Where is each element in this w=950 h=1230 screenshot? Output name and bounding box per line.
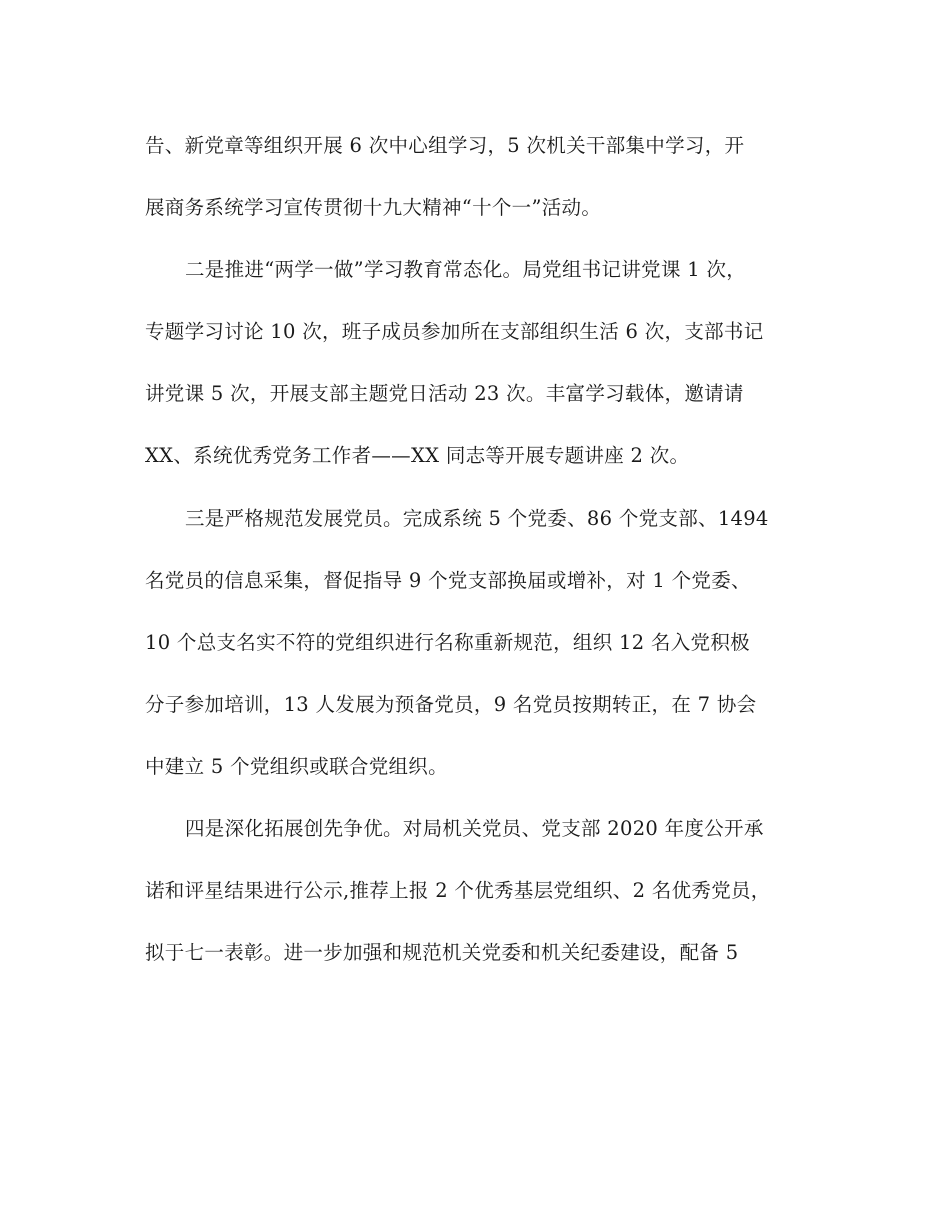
paragraph-first-line: 二是推进“两学一做”学习教育常态化。局党组书记讲党课 1 次， (185, 258, 747, 282)
paragraph-line: 分子参加培训，13 人发展为预备党员，9 名党员按期转正，在 7 协会 (145, 692, 757, 716)
paragraph-line: XX、系统优秀党务工作者——XX 同志等开展专题讲座 2 次。 (145, 444, 690, 468)
paragraph-line: 告、新党章等组织开展 6 次中心组学习，5 次机关干部集中学习，开 (145, 134, 745, 157)
paragraph-line: 讲党课 5 次，开展支部主题党日活动 23 次。丰富学习载体，邀请请 (145, 382, 744, 406)
paragraph-first-line: 四是深化拓展创先争优。对局机关党员、党支部 2020 年度公开承 (185, 817, 764, 841)
paragraph-line: 中建立 5 个党组织或联合党组织。 (145, 754, 448, 778)
document-body (145, 124, 807, 993)
paragraph-line: 专题学习讨论 10 次，班子成员参加所在支部组织生活 6 次，支部书记 (145, 320, 764, 344)
paragraph-line: 名党员的信息采集，督促指导 9 个党支部换届或增补，对 1 个党委、 (145, 568, 751, 592)
paragraph-line: 诺和评星结果进行公示,推荐上报 2 个优秀基层党组织、2 名优秀党员， (145, 879, 771, 903)
paragraph-line: 10 个总支名实不符的党组织进行名称重新规范，组织 12 名入党积极 (145, 630, 750, 654)
paragraph-line: 拟于七一表彰。进一步加强和规范机关党委和机关纪委建设，配备 5 (145, 941, 739, 965)
paragraph-line: 展商务系统学习宣传贯彻十九大精神“十个一”活动。 (145, 196, 602, 220)
paragraph-first-line: 三是严格规范发展党员。完成系统 5 个党委、86 个党支部、1494 (185, 506, 769, 530)
